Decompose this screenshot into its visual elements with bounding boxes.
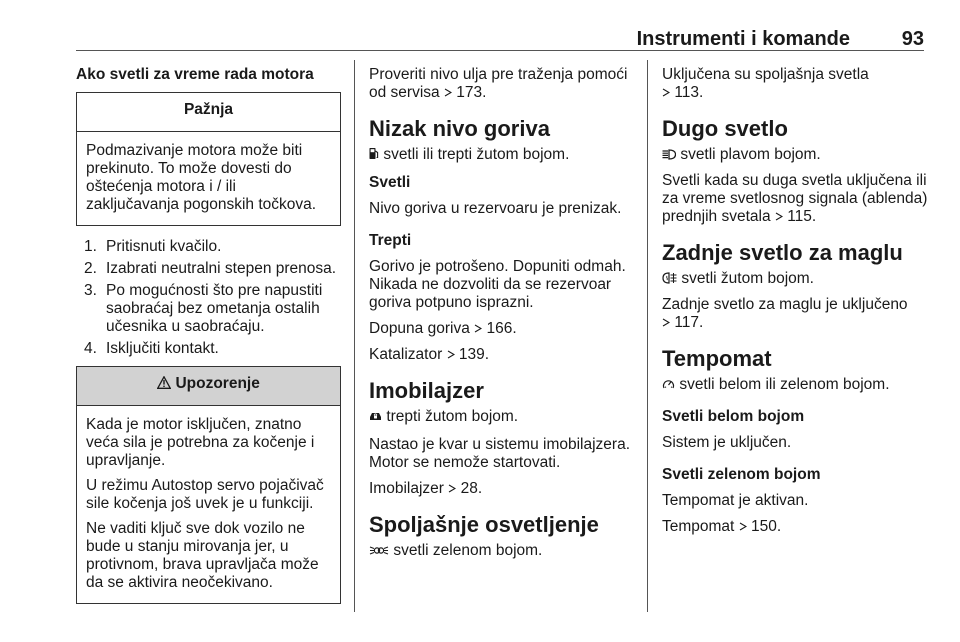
high-beam-heading: Dugo svetlo [662, 116, 788, 141]
lit-green-text: Tempomat je aktivan. [662, 492, 809, 509]
immobiliser-text: Nastao je kvar u sistemu imobilajzera. Motor se nemože startovati. [369, 436, 631, 471]
list-item: 3. Po mogućnosti što pre napustiti saobraćaj bez ometanja ostalih učesnika u saobraćaju. [84, 282, 323, 335]
rear-fog-light-icon [662, 272, 677, 284]
list-item: 4. Isključiti kontakt. [84, 340, 219, 357]
header-divider [76, 50, 924, 51]
lit-white-text: Sistem je uključen. [662, 434, 792, 451]
lit-green-heading: Svetli zelenom bojom [662, 466, 821, 483]
lit-heading: Svetli [369, 174, 411, 191]
warning-triangle-icon [157, 376, 171, 389]
immobiliser-icon [369, 410, 382, 422]
page-reference-icon [474, 324, 482, 333]
column-2 [369, 66, 635, 568]
cruise-control-heading: Tempomat [662, 346, 772, 371]
page-number: 93 [901, 28, 924, 50]
high-beam-lamp-text: svetli plavom bojom. [662, 146, 928, 164]
low-fuel-heading: Nizak nivo goriva [369, 116, 550, 141]
flashing-heading: Trepti [369, 232, 412, 249]
section-heading-engine-running: Ako svetli za vreme rada motora [76, 66, 314, 83]
list-item: 2. Izabrati neutralni stepen prenosa. [84, 260, 337, 277]
page-reference-icon [448, 484, 456, 493]
immobiliser-lamp-text: trepti žutom bojom. [369, 408, 635, 426]
cruise-control-icon [662, 378, 675, 390]
page-reference-icon [662, 88, 670, 97]
warning-box [76, 366, 341, 604]
high-beam-text: Svetli kada su duga svetla uključena ili za vreme svetlosnog signala (ablenda) prednjih svetala 115. [662, 172, 928, 225]
cruise-control-lamp-text: svetli belom ili zelenom bojom. [662, 376, 928, 394]
immobiliser-heading: Imobilajzer [369, 378, 484, 403]
warning-title: Upozorenje [175, 375, 260, 392]
exterior-lights-icon [369, 545, 389, 556]
column-1 [76, 66, 341, 616]
column-3 [662, 66, 928, 544]
column-divider-2 [647, 60, 648, 612]
warning-text-2: U režimu Autostop servo pojačivač sile kočenja još uvek je u funkciji. [86, 477, 324, 512]
notice-box [76, 92, 341, 226]
rear-fog-text: Zadnje svetlo za maglu je uključeno 117. [662, 296, 908, 331]
notice-text: Podmazivanje motora može biti prekinuto. To može dovesti do oštećenja motora i / ili zaključavanja pogonskih točkova. [86, 142, 317, 213]
low-fuel-lamp-text: svetli ili trepti žutom bojom. [369, 146, 635, 164]
page-reference-icon [447, 350, 455, 359]
warning-header [77, 367, 340, 406]
exterior-lights-on-text: Uključena su spoljašnja svetla 113. [662, 66, 869, 101]
warning-text-1: Kada je motor isključen, znatno veća sila je potrebna za kočenje i upravljanje. [86, 416, 315, 469]
list-item: 1. Pritisnuti kvačilo. [84, 238, 222, 255]
exterior-lighting-heading: Spoljašnje osvetljenje [369, 512, 599, 537]
page-header-title: Instrumenti i komande [636, 28, 850, 50]
rear-fog-heading: Zadnje svetlo za maglu [662, 240, 903, 265]
column-divider-1 [354, 60, 355, 612]
lit-text: Nivo goriva u rezervoaru je prenizak. [369, 200, 622, 217]
high-beam-icon [662, 149, 676, 160]
flashing-text: Gorivo je potrošeno. Dopuniti odmah. Nikada ne dozvoliti da se rezervoar goriva potpuno isprazni. [369, 258, 626, 311]
steps-list [76, 238, 341, 358]
fuel-pump-icon [369, 147, 379, 160]
lit-white-heading: Svetli belom bojom [662, 408, 805, 425]
page-reference-icon [662, 318, 670, 327]
cruise-control-reference: Tempomat 150. [662, 518, 782, 535]
exterior-lighting-lamp-text: svetli zelenom bojom. [369, 542, 635, 560]
warning-text-3: Ne vaditi ključ sve dok vozilo ne bude u stanju mirovanja jer, u protivnom, brava upravljača može da se aktivira neočekivano. [86, 520, 319, 591]
page-reference-icon [739, 522, 747, 531]
page-reference-icon [775, 212, 783, 221]
refuel-reference: Dopuna goriva 166. [369, 320, 517, 337]
rear-fog-lamp-text: svetli žutom bojom. [662, 270, 928, 288]
oil-check-text: Proveriti nivo ulja pre traženja pomoći od servisa 173. [369, 66, 628, 101]
notice-title: Pažnja [77, 93, 340, 132]
catalyst-reference: Katalizator 139. [369, 346, 490, 363]
page-reference-icon [444, 88, 452, 97]
immobiliser-reference: Imobilajzer 28. [369, 480, 483, 497]
